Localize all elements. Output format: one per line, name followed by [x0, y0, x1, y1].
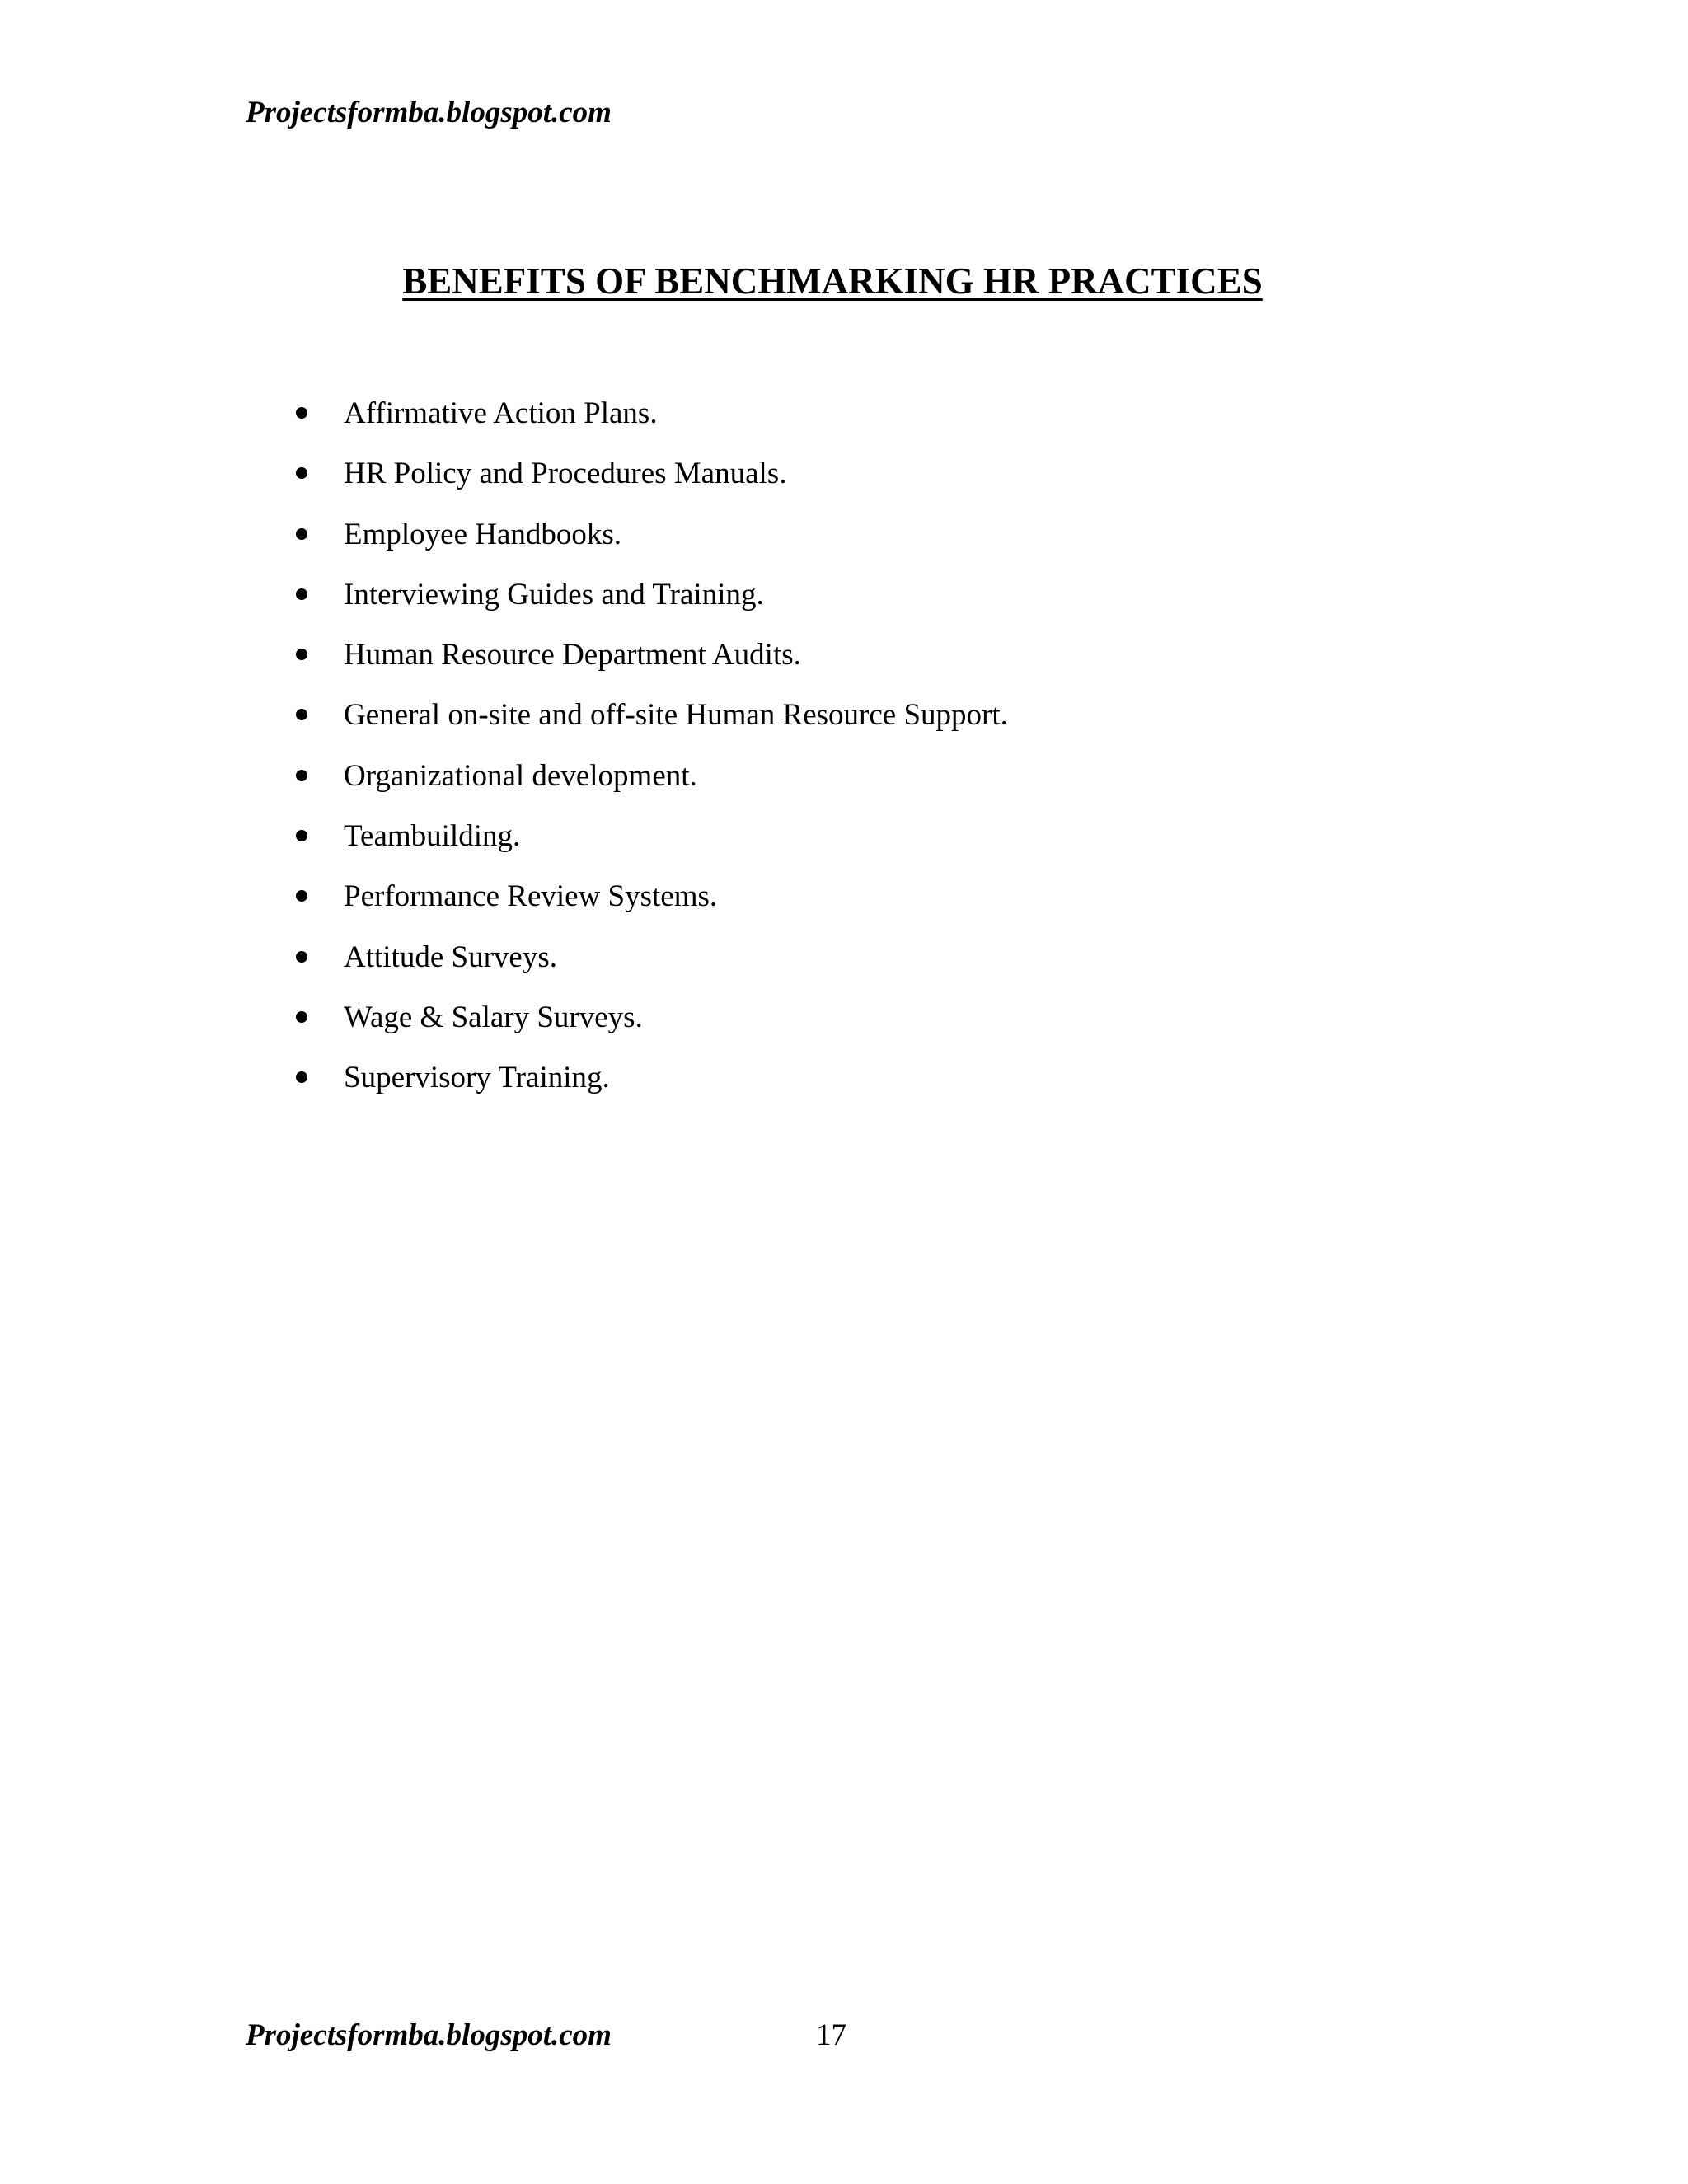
- list-item-text: Interviewing Guides and Training.: [344, 577, 764, 612]
- bullet-icon: [296, 770, 307, 781]
- bullet-icon: [296, 649, 307, 660]
- list-item: [293, 879, 1008, 939]
- list-item-text: HR Policy and Procedures Manuals.: [344, 457, 787, 491]
- list-item-text: Human Resource Department Audits.: [344, 638, 801, 673]
- list-item: [293, 396, 1008, 456]
- list-item-text: Wage & Salary Surveys.: [344, 1000, 643, 1034]
- bullet-icon: [296, 1071, 307, 1083]
- bullet-icon: [296, 407, 307, 419]
- bullet-icon: [296, 528, 307, 540]
- list-item-text: General on-site and off-site Human Resource Support.: [344, 698, 1008, 733]
- list-item-text: Teambuilding.: [344, 819, 521, 854]
- list-item: [293, 456, 1008, 516]
- list-item-text: Performance Review Systems.: [344, 879, 718, 914]
- list-item-text: Affirmative Action Plans.: [344, 396, 658, 430]
- list-item: [293, 517, 1008, 577]
- bullet-icon: [296, 467, 307, 479]
- bullet-icon: [296, 951, 307, 963]
- list-item: [293, 697, 1008, 757]
- list-item-text: Attitude Surveys.: [344, 940, 557, 974]
- list-item-text: Supervisory Training.: [344, 1061, 610, 1095]
- page-number: 17: [816, 2018, 846, 2052]
- list-item: [293, 637, 1008, 697]
- list-item: [293, 1000, 1008, 1060]
- footer-site-name: Projectsformba.blogspot.com: [246, 2018, 612, 2052]
- list-item: [293, 940, 1008, 1000]
- bullet-icon: [296, 1011, 307, 1023]
- list-item: [293, 1060, 1008, 1120]
- list-item: [293, 818, 1008, 879]
- bullet-icon: [296, 890, 307, 902]
- bullet-icon: [296, 830, 307, 841]
- list-item-text: Organizational development.: [344, 758, 697, 793]
- page-title: BENEFITS OF BENCHMARKING HR PRACTICES: [402, 260, 1263, 302]
- list-item: [293, 577, 1008, 637]
- bullet-icon: [296, 588, 307, 600]
- bullet-icon: [296, 709, 307, 720]
- benefits-list: [293, 396, 1008, 1121]
- header-site-name: Projectsformba.blogspot.com: [246, 96, 612, 129]
- list-item: [293, 758, 1008, 818]
- list-item-text: Employee Handbooks.: [344, 517, 622, 551]
